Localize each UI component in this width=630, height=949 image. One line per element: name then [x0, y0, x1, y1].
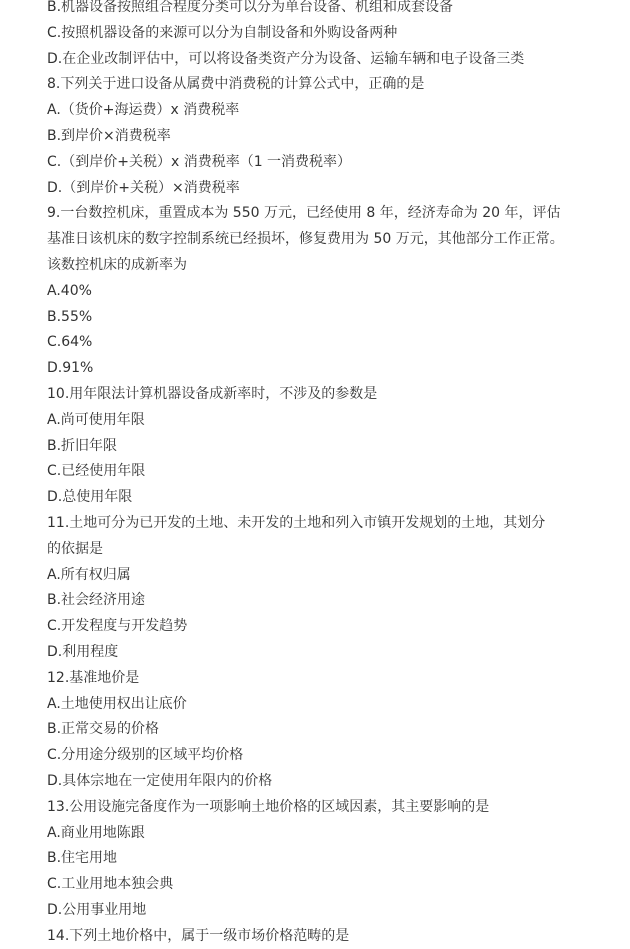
question-14-stem: 14.下列土地价格中，属于一级市场价格范畴的是 — [47, 927, 350, 944]
question-11-stem: 的依据是 — [47, 540, 103, 557]
question-13-option-c: C.工业用地本独会典 — [47, 876, 174, 893]
text-line: B.机器设备按照组合程度分类可以分为单台设备、机组和成套设备 — [47, 0, 454, 15]
document-page — [47, 0, 617, 949]
question-10-stem: 10.用年限法计算机器设备成新率时，不涉及的参数是 — [47, 385, 378, 402]
question-9-stem: 9.一台数控机床，重置成本为 550 万元，已经使用 8 年，经济寿命为 20 年，评估 — [47, 205, 561, 222]
question-13-stem: 13.公用设施完备度作为一项影响土地价格的区域因素，其主要影响的是 — [47, 798, 490, 815]
question-9-option-b: B.55% — [47, 308, 93, 325]
question-12-option-d: D.具体宗地在一定使用年限内的价格 — [47, 772, 273, 789]
question-11-option-b: B.社会经济用途 — [47, 592, 146, 609]
text-line: D.在企业改制评估中，可以将设备类资产分为设备、运输车辆和电子设备三类 — [47, 50, 525, 67]
question-12-stem: 12.基准地价是 — [47, 669, 140, 686]
question-12-option-a: A.土地使用权出让底价 — [47, 695, 187, 712]
question-9-stem: 该数控机床的成新率为 — [47, 256, 187, 273]
question-8-option-d: D.（到岸价+关税）×消费税率 — [47, 179, 240, 196]
question-8-option-c: C.（到岸价+关税）x 消费税率（1 一消费税率） — [47, 153, 352, 170]
question-12-option-c: C.分用途分级别的区域平均价格 — [47, 747, 244, 764]
text-line: C.按照机器设备的来源可以分为自制设备和外购设备两种 — [47, 24, 398, 41]
question-11-option-a: A.所有权归属 — [47, 566, 131, 583]
question-12-option-b: B.正常交易的价格 — [47, 721, 160, 738]
question-8-option-b: B.到岸价×消费税率 — [47, 127, 171, 144]
question-9-option-a: A.40% — [47, 282, 92, 299]
question-8-stem: 8.下列关于进口设备从属费中消费税的计算公式中，正确的是 — [47, 76, 425, 93]
question-13-option-a: A.商业用地陈跟 — [47, 824, 145, 841]
question-13-option-b: B.住宅用地 — [47, 850, 118, 867]
question-10-option-c: C.已经使用年限 — [47, 463, 146, 480]
question-10-option-d: D.总使用年限 — [47, 489, 133, 506]
question-9-stem: 基准日该机床的数字控制系统已经损坏，修复费用为 50 万元，其他部分工作正常。 — [47, 231, 564, 248]
question-9-option-d: D.91% — [47, 360, 94, 377]
question-11-option-c: C.开发程度与开发趋势 — [47, 618, 188, 635]
question-13-option-d: D.公用事业用地 — [47, 901, 147, 918]
question-9-option-c: C.64% — [47, 334, 93, 351]
question-10-option-b: B.折旧年限 — [47, 437, 118, 454]
question-11-stem: 11.土地可分为已开发的土地、未开发的土地和列入市镇开发规划的土地，其划分 — [47, 514, 546, 531]
question-8-option-a: A.（货价+海运费）x 消费税率 — [47, 102, 240, 119]
question-11-option-d: D.利用程度 — [47, 643, 119, 660]
question-10-option-a: A.尚可使用年限 — [47, 411, 145, 428]
